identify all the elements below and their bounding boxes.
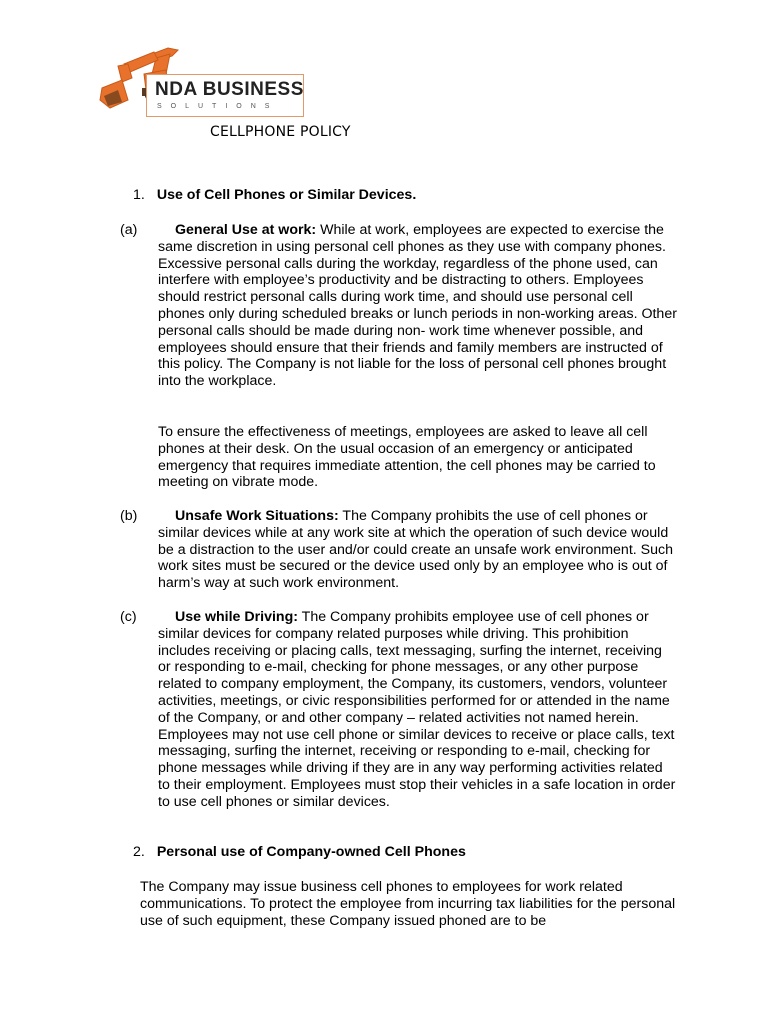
item-c-marker: (c)	[120, 609, 137, 625]
logo-name: NDA BUSINESS	[155, 79, 304, 100]
company-logo	[96, 44, 311, 120]
item-a-body: While at work, employees are expected to exercise the same discretion in using personal cell phones as they use with company phones. Excessive personal calls during the workday, regardless of the phone used, can interfere with employee’s productivity and be distracting to others. Employees should restrict personal calls during work time, and should use personal cell phones only during scheduled breaks or lunch periods in non-working areas. Other personal calls should be made during non- work time whenever possible, and employees should ensure that their friends and family members are instructed of this policy. The Company is not liable for the loss of personal cell phones brought into the workplace.	[158, 222, 677, 390]
section-2-title: Personal use of Company-owned Cell Phones	[156, 844, 466, 860]
section-2-number: 2.	[133, 844, 145, 860]
item-a-paragraph	[158, 222, 678, 390]
item-a-extra-paragraph: To ensure the effectiveness of meetings, employees are asked to leave all cell phones at their desk. On the usual occasion of an emergency or anticipated emergency that requires immediate attention, the cell phones may be carried to meeting on vibrate mode.	[158, 424, 656, 491]
logo-wordmark-box	[146, 74, 304, 117]
item-b-lead: Unsafe Work Situations:	[175, 508, 339, 524]
section-1-number: 1.	[133, 187, 145, 203]
section-1-heading	[133, 187, 416, 203]
document-title: CELLPHONE POLICY	[210, 124, 351, 140]
section-2-heading	[133, 844, 466, 860]
item-b-body: The Company prohibits the use of cell phones or similar devices while at any work site at which the operation of such device would be a distraction to the user and/or could create an unsafe work environment. Such work sites must be secured or the device used only by an employee who is out of harm’s way at such work environment.	[158, 508, 673, 592]
item-c-lead: Use while Driving:	[175, 609, 298, 625]
logo-subtitle: SOLUTIONS	[157, 103, 279, 110]
item-c-paragraph	[158, 609, 678, 811]
section-2-paragraph: The Company may issue business cell phones to employees for work related communications. To protect the employee from incurring tax liabilities for the personal use of such equipment, these Company issued phoned are to be	[140, 879, 676, 929]
item-c-body: The Company prohibits employee use of cell phones or similar devices for company related purposes while driving. This prohibition includes receiving or placing calls, text messaging, surfing the internet, receiving or responding to e-mail, checking for phone messages, or any other purpose related to company employment, the Company, its customers, vendors, volunteer activities, meetings, or civic responsibilities performed for or attended in the name of the Company, or and other company – related activities not named herein. Employees may not use cell phone or similar devices to receive or place calls, text messaging, surfing the internet, receiving or responding to e-mail, checking for phone messages while driving if they are in any way performing activities related to their employment. Employees must stop their vehicles in a safe location in order to use cell phones or similar devices.	[158, 609, 676, 810]
item-a-marker: (a)	[120, 222, 138, 238]
item-a-lead: General Use at work:	[175, 222, 317, 238]
item-b-paragraph	[158, 508, 678, 592]
section-1-title: Use of Cell Phones or Similar Devices.	[156, 187, 417, 203]
item-b-marker: (b)	[120, 508, 138, 524]
